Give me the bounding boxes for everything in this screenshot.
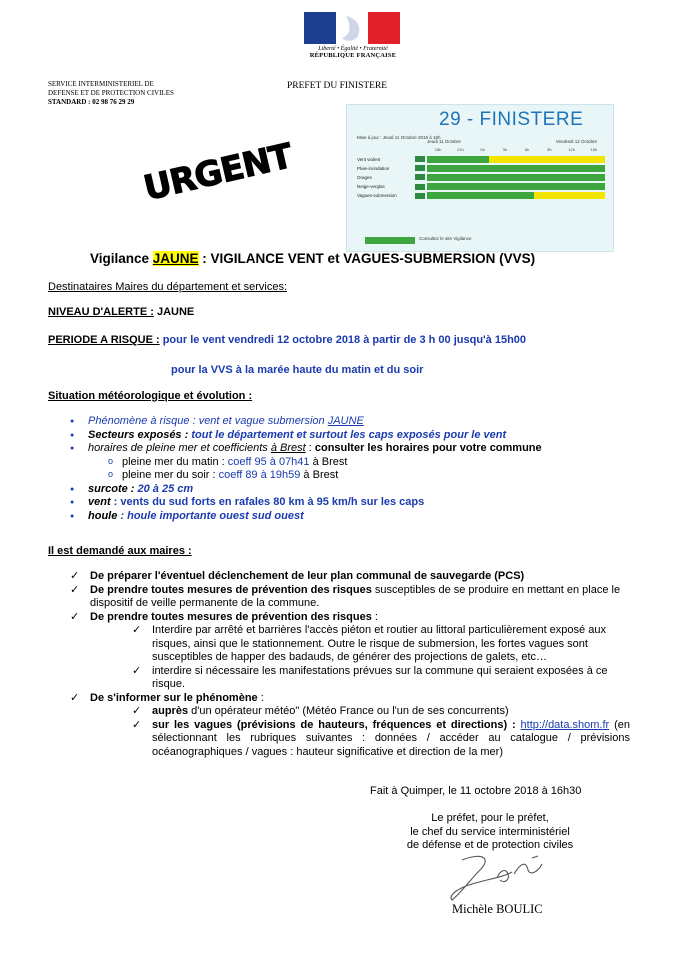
green-segment: [427, 165, 605, 172]
signature-block: [395, 812, 585, 853]
vigilance-row: [357, 164, 605, 172]
hours-header: [427, 147, 605, 155]
list-item: ● surcote : 20 à 25 cm: [70, 483, 630, 497]
situation-heading: Situation météorologique et évolution :: [48, 390, 253, 402]
list-item: ✓ Interdire par arrêté et barrières l'accès piéton et routier au littoral particulièrement exposé aux risques, ainsi que le stationnement. Outre le risque de submersion, les fortes vagues sont susceptibles de happer des badauds, de générer des projections de galets, etc…: [132, 624, 630, 665]
green-segment: [427, 192, 534, 199]
maires-heading: Il est demandé aux maires :: [48, 545, 192, 557]
list-item: ✓ De s'informer sur le phénomène : ✓ auprès d'un opérateur météo" (Météo France ou l'un de ses concurrents) ✓ sur les vagues (prévisions de hauteurs, fréquences et directions) : http://data.shom.fr (en sélectionnant les rubriques suivantes : données / accéder au catalogue / prévisions océanographiques / vagues : hauteur significative et direction de la mer): [70, 692, 630, 760]
french-flag-icon: [304, 12, 400, 44]
green-segment: [427, 183, 605, 190]
standard-phone: STANDARD : 02 98 76 29 29: [48, 98, 135, 106]
legend-bar: [365, 237, 415, 244]
list-item: ✓ auprès d'un opérateur météo" (Météo France ou l'un de ses concurrents): [132, 705, 630, 719]
vigilance-bar: [427, 183, 605, 190]
yellow-segment: [534, 192, 605, 199]
service-line-1: SERVICE INTERMINISTERIEL DE: [48, 80, 154, 88]
fait-a: Fait à Quimper, le 11 octobre 2018 à 16h30: [370, 785, 582, 797]
title-rest: : VIGILANCE VENT et VAGUES-SUBMERSION (VVS): [198, 251, 536, 266]
niveau-value: JAUNE: [153, 306, 195, 318]
vigilance-row-label: Neige-verglas: [357, 184, 385, 190]
phenomenon-icon: [415, 174, 425, 180]
signatory-name: Michèle BOULIC: [452, 902, 543, 916]
vigilance-row: [357, 183, 605, 191]
list-item: ● horaires de pleine mer et coefficients à Brest : consulter les horaires pour votre commune o pleine mer du matin : coeff 95 à 07h41 à Brest o pleine mer du soir : coeff 89 à 19h59 à Brest: [70, 442, 630, 483]
phenomenon-icon: [415, 184, 425, 190]
hour-label: 15h: [590, 147, 598, 152]
periode-risque: [48, 334, 526, 346]
republic-name: RÉPUBLIQUE FRANÇAISE: [309, 52, 397, 59]
hour-label: 12h: [568, 147, 575, 152]
list-item: o pleine mer du soir : coeff 89 à 19h59 à Brest: [108, 469, 630, 483]
vigilance-row: [357, 173, 605, 181]
shom-link[interactable]: http://data.shom.fr: [520, 718, 610, 731]
list-item: ✓ interdire si nécessaire les manifestations prévues sur la commune qui seraient exposées à ce risque.: [132, 665, 630, 692]
phenomenon-icon: [415, 165, 425, 171]
handwritten-signature: [442, 850, 552, 905]
niveau-label: NIVEAU D'ALERTE :: [48, 306, 154, 318]
signature-line-1: Le préfet, pour le préfet,: [431, 812, 549, 824]
panel-title: 29 - FINISTERE: [439, 109, 584, 130]
periode-label: PERIODE A RISQUE :: [48, 334, 160, 346]
vigilance-row-label: Vent violent: [357, 156, 381, 162]
list-item: ✓ De préparer l'éventuel déclenchement de leur plan communal de sauvegarde (PCS): [70, 570, 630, 584]
hour-label: 0h: [480, 147, 485, 152]
list-item: ● vent : vents du sud forts en rafales 80 km à 95 km/h sur les caps: [70, 496, 630, 510]
hour-label: 6h: [524, 147, 530, 152]
vigilance-row-label: Orages: [357, 174, 372, 180]
hour-label: 18h: [434, 147, 442, 152]
green-segment: [427, 156, 489, 163]
vigilance-bar: [427, 192, 605, 199]
vigilance-row: [357, 192, 605, 200]
document-title: [90, 251, 535, 266]
periode-line-2: pour la VVS à la marée haute du matin et du soir: [171, 364, 424, 376]
vigilance-row-label: Vagues-submersion: [357, 193, 397, 199]
marianne-logo: [300, 12, 406, 59]
situation-list: [70, 415, 630, 523]
yellow-segment: [489, 156, 605, 163]
signature-line-2: le chef du service interministériel: [410, 825, 570, 838]
phenomenon-icon: [415, 193, 425, 199]
republic-motto: Liberté • Égalité • Fraternité: [318, 46, 388, 52]
vigilance-grid: [357, 147, 605, 201]
title-prefix: Vigilance: [90, 251, 153, 266]
list-item: o pleine mer du matin : coeff 95 à 07h41 à Brest: [108, 456, 630, 470]
panel-day-1: Jeudi 11 Octobre: [427, 139, 461, 144]
legend-label: Consultez le site Vigilance: [419, 236, 472, 241]
list-item: ● houle : houle importante ouest sud ouest: [70, 510, 630, 524]
vigilance-row-label: Pluie-inondation: [357, 165, 390, 171]
periode-line-1: pour le vent vendredi 12 octobre 2018 à partir de 3 h 00 jusqu'à 15h00: [159, 334, 527, 346]
list-item: ✓ De prendre toutes mesures de prévention des risques : ✓ Interdire par arrêté et barrières l'accès piéton et routier au littoral particulièrement exposé aux risques, ainsi que le stationnement. Outre le risque de submersion, les fortes vagues sont susceptibles de happer des badauds, de générer des projections de galets, etc… ✓ interdire si nécessaire les manifestations prévues sur la commune qui seraient exposées à ce risque.: [70, 611, 630, 692]
list-item: ● Phénomène à risque : vent et vague submersion JAUNE: [70, 415, 630, 429]
vigilance-panel: [346, 104, 614, 252]
vigilance-bar: [427, 165, 605, 172]
service-line-2: DEFENSE ET DE PROTECTION CIVILES: [48, 89, 174, 97]
urgent-stamp: URGENT: [140, 136, 296, 209]
phenomenon-icon: [415, 156, 425, 162]
maires-list: [70, 570, 630, 759]
hour-label: 21h: [457, 147, 464, 152]
panel-day-2: Vendredi 12 Octobre: [555, 139, 597, 144]
service-block: [48, 80, 174, 107]
list-item: ✓ De prendre toutes mesures de prévention des risques susceptibles de se produire en mettant en place le dispositif de veille permanente de la commune.: [70, 584, 630, 611]
signature-line-3: de défense et de protection civiles: [406, 839, 574, 851]
destinataires: Destinataires Maires du département et services:: [48, 281, 288, 293]
vigilance-row: [357, 155, 605, 163]
title-level: JAUNE: [152, 251, 199, 266]
vigilance-bar: [427, 174, 605, 181]
panel-update: Mise à jour : Jeudi 11 Octobre 2018 à 16h: [357, 135, 441, 140]
list-item: ● Secteurs exposés : tout le département et surtout les caps exposés pour le vent: [70, 429, 630, 443]
list-item: ✓ sur les vagues (prévisions de hauteurs, fréquences et directions) : http://data.shom.fr (en sélectionnant les rubriques suivantes : données / accéder au catalogue / prévisions océanographiques / vagues : hauteur significative et direction de la mer): [132, 719, 630, 760]
green-segment: [427, 174, 605, 181]
niveau-alerte: [48, 306, 194, 318]
panel-days: [427, 139, 597, 144]
hour-label: 9h: [547, 147, 552, 152]
hour-label: 3h: [502, 147, 508, 152]
prefet-heading: PREFET DU FINISTERE: [287, 81, 388, 91]
vigilance-bar: [427, 156, 605, 163]
